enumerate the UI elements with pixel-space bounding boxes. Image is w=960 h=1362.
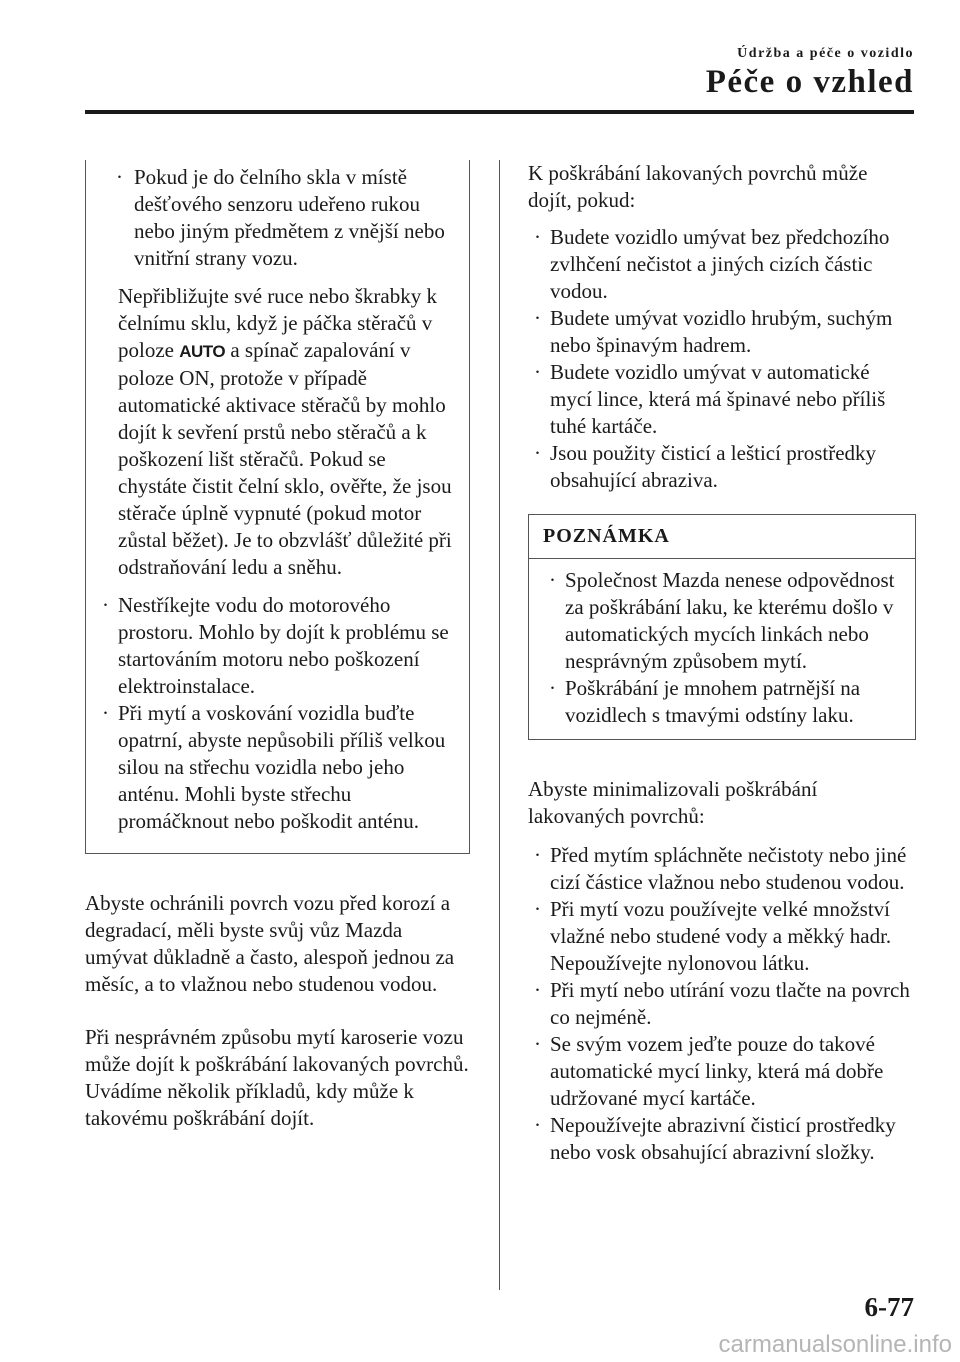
note-item-text: Poškrábání je mnohem patrnější na vozidlech s tmavými odstíny laku. [565,676,861,727]
bullet-icon: · [534,1113,541,1137]
warning-item [100,592,455,700]
list-item-text: Nepoužívejte abrazivní čisticí prostředky nebo vosk obsahující abrazivní složky. [550,1113,896,1164]
bullet-icon: · [102,593,109,617]
bullet-icon: · [102,701,109,725]
list-item [528,896,916,977]
note-item [543,567,905,675]
warning-item-text: Při mytí a voskování vozidla buďte opatrní, abyste nepůsobili příliš velkou silou na střechu vozidla nebo jeho anténu. Mohli byste střechu promáčknout nebo poškodit anténu. [118,701,446,833]
page-number: 6-77 [864,1292,914,1322]
bullet-icon: · [116,165,123,189]
list-item-text: Budete vozidlo umývat bez předchozího zvlhčení nečistot a jiných cizích částic vodou. [550,225,890,303]
warning-box [85,160,470,854]
list-item [528,224,916,305]
list-item-text: Při mytí nebo utírání vozu tlačte na povrch co nejméně. [550,978,910,1029]
bullet-icon: · [549,568,556,592]
list-item [528,977,916,1031]
note-heading: POZNÁMKA [529,515,915,559]
tips-list [528,842,916,1166]
header-rule [85,110,914,114]
bullet-icon: · [534,441,541,465]
list-item-text: Před mytím spláchněte nečistoty nebo jiné cizí částice vlažnou nebo studenou vodou. [550,843,907,894]
page-title: Péče o vzhled [705,64,914,100]
note-item-text: Společnost Mazda nenese odpovědnost za poškrábání laku, ke kterému došlo v automatických mycích linkách nebo nesprávným způsobem mytí. [565,568,895,673]
note-item [543,675,905,729]
list-item [528,305,916,359]
bullet-icon: · [534,897,541,921]
bullet-icon: · [534,225,541,249]
list-item [528,359,916,440]
bullet-icon: · [549,676,556,700]
column-divider [499,160,500,1290]
list-item-text: Při mytí vozu používejte velké množství vlažné nebo studené vody a měkký hadr. Nepoužívejte nylonovou látku. [550,897,892,975]
tips-intro: Abyste minimalizovali poškrábání lakovaných povrchů: [528,777,818,828]
list-item-text: Budete umývat vozidlo hrubým, suchým nebo špinavým hadrem. [550,306,893,357]
list-item-text: Jsou použity čisticí a lešticí prostředky obsahující abraziva. [550,441,877,492]
left-column [85,160,470,1132]
bullet-icon: · [534,843,541,867]
scratch-causes-intro: K poškrábání lakovaných povrchů může dojít, pokud: [528,161,868,212]
warning-item-text: Nestříkejte vodu do motorového prostoru. Mohlo by dojít k problému se startováním motoru nebo poškození elektroinstalace. [118,593,449,698]
list-item [528,842,916,896]
list-item-text: Se svým vozem jeďte pouze do takové automatické mycí linky, která má dobře udržované mycí kartáče. [550,1032,884,1110]
watermark[interactable]: carmanualsonline.info [718,1331,952,1358]
bullet-icon: · [534,1032,541,1056]
section-label: Údržba a péče o vozidlo [737,46,914,61]
body-paragraph: Abyste ochránili povrch vozu před korozí a degradací, měli byste svůj vůz Mazda umývat důkladně a často, alespoň jednou za měsíc, a to vlažnou nebo studenou vodou. [85,891,455,996]
list-item [528,440,916,494]
scratch-causes-list [528,224,916,494]
warning-text-before-badge: Nepřibližujte své ruce nebo škrabky k čelnímu sklu, když je páčka stěračů v poloze [118,284,437,362]
auto-wiper-position-icon: AUTO [179,342,226,361]
list-item-text: Budete vozidlo umývat v automatické mycí lince, která má špinavé nebo příliš tuhé kartáče. [550,360,886,438]
bullet-icon: · [534,978,541,1002]
warning-text-after-badge: a spínač zapalování v poloze ON, protože v případě automatické aktivace stěračů by mohlo dojít k sevření prstů nebo stěračů a k poškození lišt stěračů. Pokud se chystáte čistit čelní sklo, ověřte, že jsou stěrače úplně vypnuté (pokud motor zůstal běžet). Je to obzvlášť důležité při odstraňování ledu a sněhu. [118,338,452,579]
note-box [528,514,916,740]
warning-item [100,164,455,272]
right-column [528,160,916,1166]
warning-item [100,700,455,835]
body-paragraph: Při nesprávném způsobu mytí karoserie vozu může dojít k poškrábání lakovaných povrchů. Uvádíme několik příkladů, kdy může k takovému poškrábání dojít. [85,1025,469,1130]
bullet-icon: · [534,360,541,384]
note-body [529,559,915,739]
warning-paragraph [100,283,455,581]
warning-item-text: Pokud je do čelního skla v místě dešťového senzoru udeřeno rukou nebo jiným předmětem z vnější nebo vnitřní strany vozu. [134,165,445,270]
list-item [528,1031,916,1112]
bullet-icon: · [534,306,541,330]
list-item [528,1112,916,1166]
